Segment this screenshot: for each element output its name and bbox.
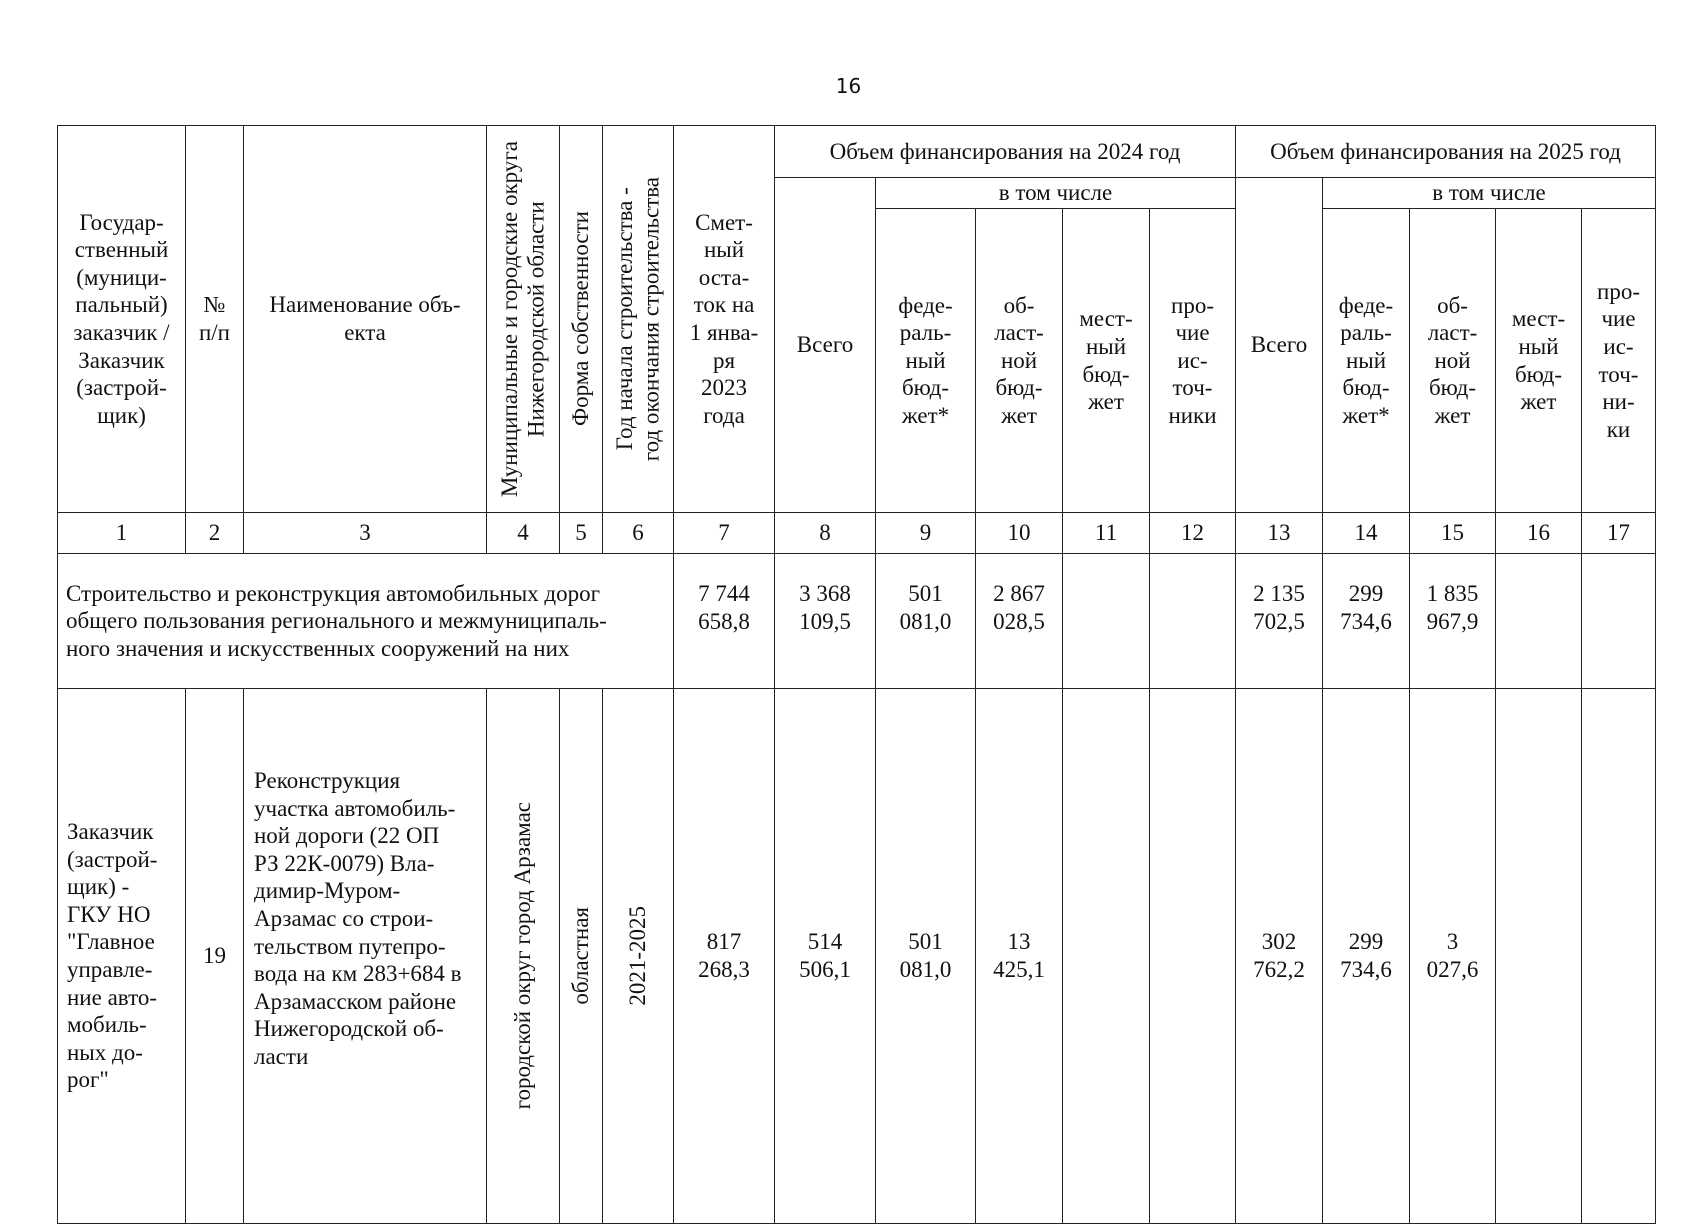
page-number: 16 [835,74,862,98]
header-municipality: Муниципальные и городские округа Нижегородской области [487,126,560,513]
row-value-c7: 817 268,3 [674,689,775,1224]
row-value-c9: 501 081,0 [876,689,976,1224]
header-local-2025: мест- ный бюд- жет [1496,209,1582,513]
row-ownership: областная [560,689,603,1224]
row-value-c15: 3 027,6 [1410,689,1496,1224]
column-number: 16 [1496,513,1582,554]
row-value-c10: 13 425,1 [976,689,1063,1224]
column-number: 11 [1063,513,1150,554]
column-number: 4 [487,513,560,554]
column-number: 2 [186,513,244,554]
row-municipality: городской округ город Арзамас [487,689,560,1224]
header-local-2024: мест- ный бюд- жет [1063,209,1150,513]
header-federal-2024: феде- раль- ный бюд- жет* [876,209,976,513]
column-number: 15 [1410,513,1496,554]
header-ownership: Форма собственности [560,126,603,513]
section-value-c16 [1496,554,1582,689]
column-number: 5 [560,513,603,554]
row-value-c16 [1496,689,1582,1224]
section-value-c10: 2 867 028,5 [976,554,1063,689]
header-other-2025: про- чие ис- точ- ни- ки [1582,209,1656,513]
column-number: 9 [876,513,976,554]
row-years: 2021-2025 [603,689,674,1224]
row-value-c14: 299 734,6 [1323,689,1410,1224]
column-number: 6 [603,513,674,554]
row-object-name: Реконструкция участка автомобиль- ной дороги (22 ОП РЗ 22К-0079) Вла- димир-Муром- Арзамас со строи- тельством путепро- вода на км 283+684 в Арзамасском районе Нижегородской об- ласти [244,689,487,1224]
section-title: Строительство и реконструкция автомобильных дорог общего пользования регионального и межмуниципаль-ного значения и искусственных сооружений на них [58,554,674,689]
row-value-c11 [1063,689,1150,1224]
section-value-c7: 7 744 658,8 [674,554,775,689]
row-customer: Заказчик (застрой- щик) - ГКУ НО "Главное управле- ние авто- мобиль- ных до- рог" [58,689,186,1224]
header-including-2025: в том числе [1323,178,1656,209]
header-other-2024: про- чие ис- точ- ники [1150,209,1236,513]
section-value-c9: 501 081,0 [876,554,976,689]
row-num: 19 [186,689,244,1224]
header-estimated-balance: Смет- ный оста- ток на 1 янва- ря 2023 года [674,126,775,513]
row-value-c17 [1582,689,1656,1224]
header-regional-2025: об- ласт- ной бюд- жет [1410,209,1496,513]
column-number: 7 [674,513,775,554]
header-num: № п/п [186,126,244,513]
header-total-2024: Всего [775,178,876,513]
row-value-c13: 302 762,2 [1236,689,1323,1224]
row-value-c12 [1150,689,1236,1224]
column-number: 1 [58,513,186,554]
column-number: 17 [1582,513,1656,554]
financing-table [57,125,1656,1224]
section-value-c12 [1150,554,1236,689]
section-value-c14: 299 734,6 [1323,554,1410,689]
section-value-c17 [1582,554,1656,689]
column-number: 13 [1236,513,1323,554]
column-number: 14 [1323,513,1410,554]
header-years: Год начала строительства - год окончания строительства [603,126,674,513]
section-value-c8: 3 368 109,5 [775,554,876,689]
header-total-2025: Всего [1236,178,1323,513]
header-funding-2024: Объем финансирования на 2024 год [775,126,1236,178]
section-value-c11 [1063,554,1150,689]
header-regional-2024: об- ласт- ной бюд- жет [976,209,1063,513]
header-funding-2025: Объем финансирования на 2025 год [1236,126,1656,178]
header-including-2024: в том числе [876,178,1236,209]
row-value-c8: 514 506,1 [775,689,876,1224]
section-value-c13: 2 135 702,5 [1236,554,1323,689]
section-value-c15: 1 835 967,9 [1410,554,1496,689]
column-number: 12 [1150,513,1236,554]
header-customer: Государ- ственный (муници- пальный) заказчик / Заказчик (застрой- щик) [58,126,186,513]
column-number: 8 [775,513,876,554]
header-object-name: Наименование объ- екта [244,126,487,513]
column-number: 3 [244,513,487,554]
header-federal-2025: феде- раль- ный бюд- жет* [1323,209,1410,513]
column-number: 10 [976,513,1063,554]
